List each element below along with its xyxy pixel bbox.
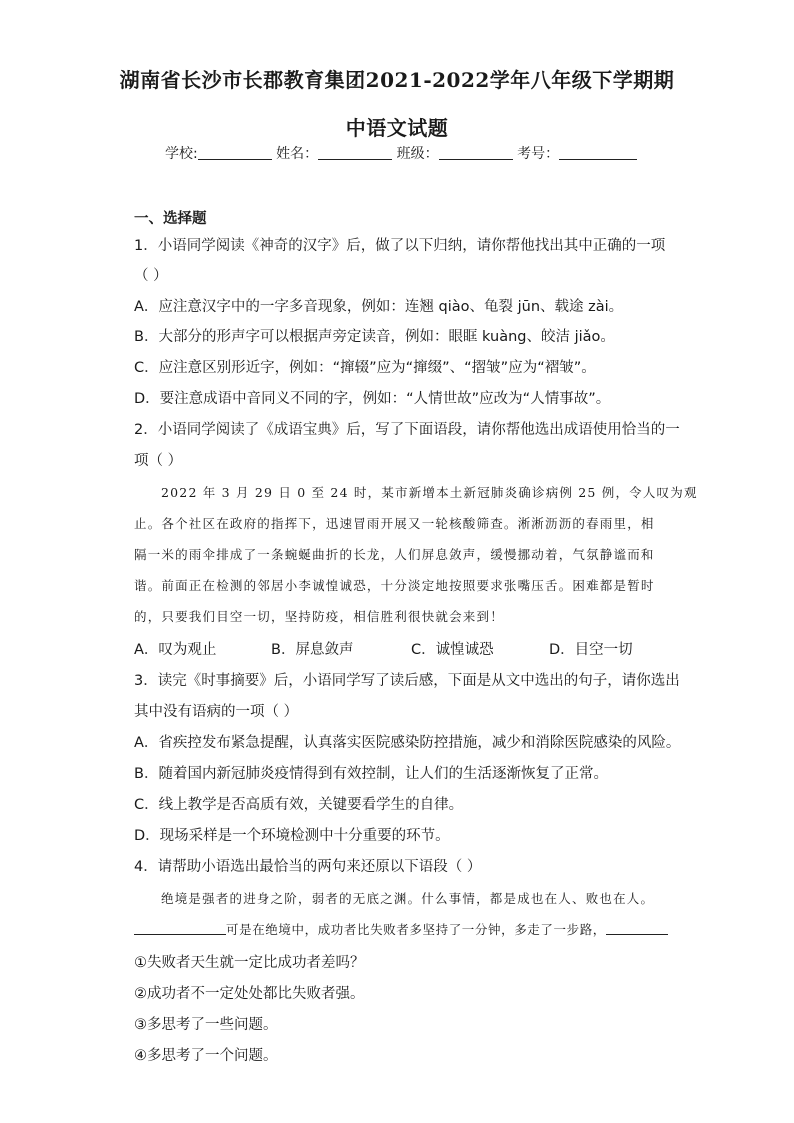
q2-passage-line: 2022 年 3 月 29 日 0 至 24 时，某市新增本土新冠肺炎确诊病例 25 例，令人叹为观 [161,485,698,500]
school-blank[interactable] [198,145,272,160]
student-info-row [165,143,637,163]
q3-option-a[interactable]: A．省疾控发布紧急提醒，认真落实医院感染防控措施，减少和消除医院感染的风险。 [134,735,681,751]
q2-option-d[interactable]: D．目空一切 [549,642,633,658]
q4-blank-1[interactable] [134,922,226,935]
q4-passage-line2 [134,920,668,938]
q2-stem-cont: 项（ ） [134,453,183,469]
q4-passage-line: 绝境是强者的进身之阶，弱者的无底之渊。什么事情，都是成也在人、败也在人。 [161,891,655,906]
q2-option-c[interactable]: C．诚惶诚恐 [411,642,494,658]
class-label: 班级： [396,146,439,162]
number-label: 考号： [517,146,560,162]
q2-passage-line: 的，只要我们目空一切，坚持防疫，相信胜利很快就会来到！ [134,609,504,624]
q4-blank-2[interactable] [606,922,668,935]
q2-passage-line: 谐。前面正在检测的邻居小李诚惶诚恐，十分淡定地按照要求张嘴压舌。困难都是暂时 [134,578,655,593]
q3-option-b[interactable]: B．随着国内新冠肺炎疫情得到有效控制，让人们的生活逐渐恢复了正常。 [134,766,608,782]
q4-choice-1[interactable]: ①失败者天生就一定比成功者差吗？ [134,955,365,971]
q4-choice-3[interactable]: ③多思考了一些问题。 [134,1017,278,1033]
exam-title-line1: 湖南省长沙市长郡教育集团2021-2022学年八年级下学期期 [119,68,675,92]
q2-passage-line: 止。各个社区在政府的指挥下，迅速冒雨开展又一轮核酸筛查。淅淅沥沥的春雨里，相 [134,516,655,531]
school-label: 学校: [165,146,198,162]
q1-option-c[interactable]: C．应注意区别形近字，例如：“撺辍”应为“撺缀”、“摺皱”应为“褶皱”。 [134,360,596,376]
name-label: 姓名： [276,146,319,162]
q1-stem: 1．小语同学阅读《神奇的汉字》后，做了以下归纳，请你帮他找出其中正确的一项 [134,238,666,254]
q3-option-d[interactable]: D．现场采样是一个环境检测中十分重要的环节。 [134,828,450,844]
exam-title-line2: 中语文试题 [345,116,449,140]
q1-option-d[interactable]: D．要注意成语中音同义不同的字，例如：“人情世故”应改为“人情事故”。 [134,391,611,407]
q4-passage-text: 可是在绝境中，成功者比失败者多坚持了一分钟，多走了一步路， [226,922,606,937]
name-blank[interactable] [318,145,392,160]
q2-option-b[interactable]: B．屏息敛声 [271,642,354,658]
q1-option-b[interactable]: B．大部分的形声字可以根据声旁定读音，例如：眼眶 kuàng、皎洁 jiǎo。 [134,329,615,345]
q3-option-c[interactable]: C．线上教学是否高质有效，关键要看学生的自律。 [134,797,464,813]
q2-option-a[interactable]: A．叹为观止 [134,642,217,658]
q4-choice-2[interactable]: ②成功者不一定处处都比失败者强。 [134,986,365,1002]
q3-stem: 3．读完《时事摘要》后，小语同学写了读后感，下面是从文中选出的句子，请你选出 [134,673,680,689]
q4-choice-4[interactable]: ④多思考了一个问题。 [134,1048,278,1064]
class-blank[interactable] [439,145,513,160]
q1-option-a[interactable]: A．应注意汉字中的一字多音现象，例如：连翘 qiào、龟裂 jūn、载途 zài。 [134,299,624,315]
q4-stem: 4．请帮助小语选出最恰当的两句来还原以下语段（ ） [134,859,482,875]
section-heading: 一、选择题 [134,211,207,227]
number-blank[interactable] [559,145,637,160]
q1-answer-paren: （ ） [134,268,168,284]
q2-passage-line: 隔一米的雨伞排成了一条蜿蜒曲折的长龙，人们屏息敛声，缓慢挪动着，气氛静谧而和 [134,547,655,562]
q3-stem-cont: 其中没有语病的一项（ ） [134,704,299,720]
q2-stem: 2．小语同学阅读了《成语宝典》后，写了下面语段，请你帮他选出成语使用恰当的一 [134,422,680,438]
